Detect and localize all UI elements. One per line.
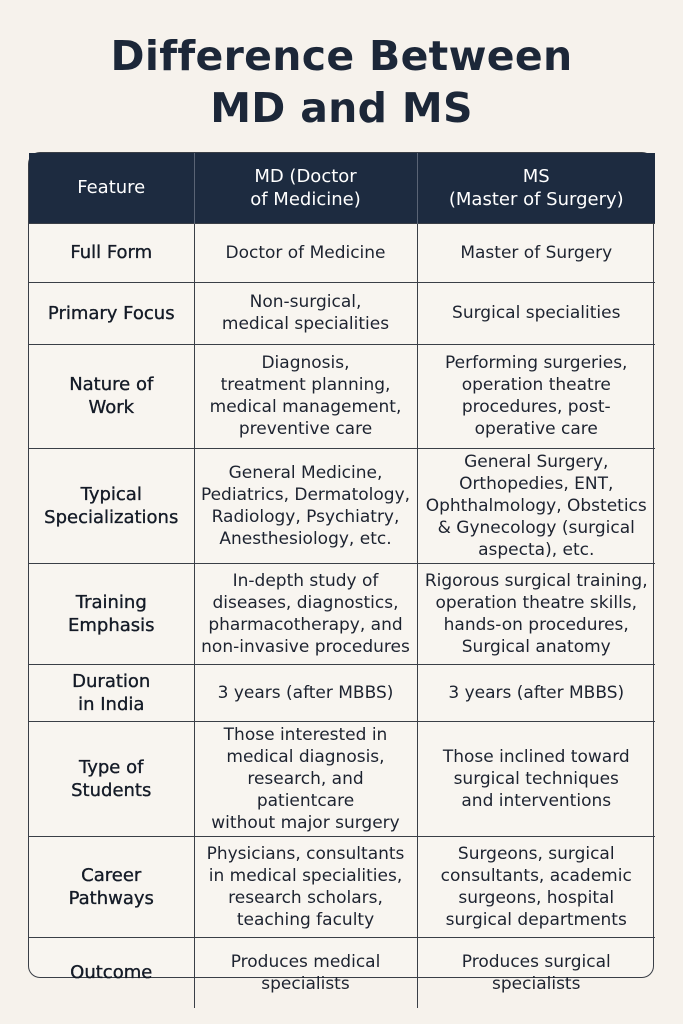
table-row bbox=[29, 563, 655, 664]
row-md: Doctor of Medicine bbox=[194, 223, 417, 282]
row-md: Produces medical specialists bbox=[194, 937, 417, 1008]
row-md: Physicians, consultants in medical specialities, research scholars, teaching faculty bbox=[194, 836, 417, 937]
row-md: In-depth study of diseases, diagnostics, pharmacotherapy, and non-invasive procedures bbox=[194, 563, 417, 664]
table-row bbox=[29, 344, 655, 448]
page-title bbox=[0, 30, 683, 134]
row-ms: Surgeons, surgical consultants, academic surgeons, hospital surgical departments bbox=[417, 836, 655, 937]
table-row bbox=[29, 937, 655, 1008]
row-md: Those interested in medical diagnosis, research, and patientcare without major surgery bbox=[194, 721, 417, 836]
title-line-1: Difference Between bbox=[110, 32, 573, 80]
row-ms: Those inclined toward surgical techniques and interventions bbox=[417, 721, 655, 836]
table-row bbox=[29, 664, 655, 721]
table-row bbox=[29, 836, 655, 937]
table-row bbox=[29, 282, 655, 344]
row-feature: Full Form bbox=[29, 223, 194, 282]
row-feature: Nature of Work bbox=[29, 344, 194, 448]
table-row bbox=[29, 721, 655, 836]
row-feature: Primary Focus bbox=[29, 282, 194, 344]
row-ms: Rigorous surgical training, operation theatre skills, hands-on procedures, Surgical anatomy bbox=[417, 563, 655, 664]
row-feature: Outcome bbox=[29, 937, 194, 1008]
header-feature: Feature bbox=[29, 153, 194, 223]
row-feature: Career Pathways bbox=[29, 836, 194, 937]
row-ms: Surgical specialities bbox=[417, 282, 655, 344]
row-feature: Duration in India bbox=[29, 664, 194, 721]
comparison-table bbox=[28, 152, 654, 994]
row-md: Diagnosis, treatment planning, medical management, preventive care bbox=[194, 344, 417, 448]
table-row bbox=[29, 223, 655, 282]
header-md: MD (Doctor of Medicine) bbox=[194, 153, 417, 223]
title-line-2: MD and MS bbox=[210, 84, 473, 132]
table-header-row bbox=[29, 153, 655, 223]
row-feature: Type of Students bbox=[29, 721, 194, 836]
row-ms: Produces surgical specialists bbox=[417, 937, 655, 1008]
row-ms: General Surgery, Orthopedies, ENT, Ophthalmology, Obstetics & Gynecology (surgical aspecta), etc. bbox=[417, 448, 655, 563]
row-ms: 3 years (after MBBS) bbox=[417, 664, 655, 721]
table-row bbox=[29, 448, 655, 563]
row-md: General Medicine, Pediatrics, Dermatology, Radiology, Psychiatry, Anesthesiology, etc. bbox=[194, 448, 417, 563]
row-md: 3 years (after MBBS) bbox=[194, 664, 417, 721]
row-md: Non-surgical, medical specialities bbox=[194, 282, 417, 344]
header-ms: MS (Master of Surgery) bbox=[417, 153, 655, 223]
row-ms: Performing surgeries, operation theatre procedures, post- operative care bbox=[417, 344, 655, 448]
row-feature: Typical Specializations bbox=[29, 448, 194, 563]
row-ms: Master of Surgery bbox=[417, 223, 655, 282]
row-feature: Training Emphasis bbox=[29, 563, 194, 664]
